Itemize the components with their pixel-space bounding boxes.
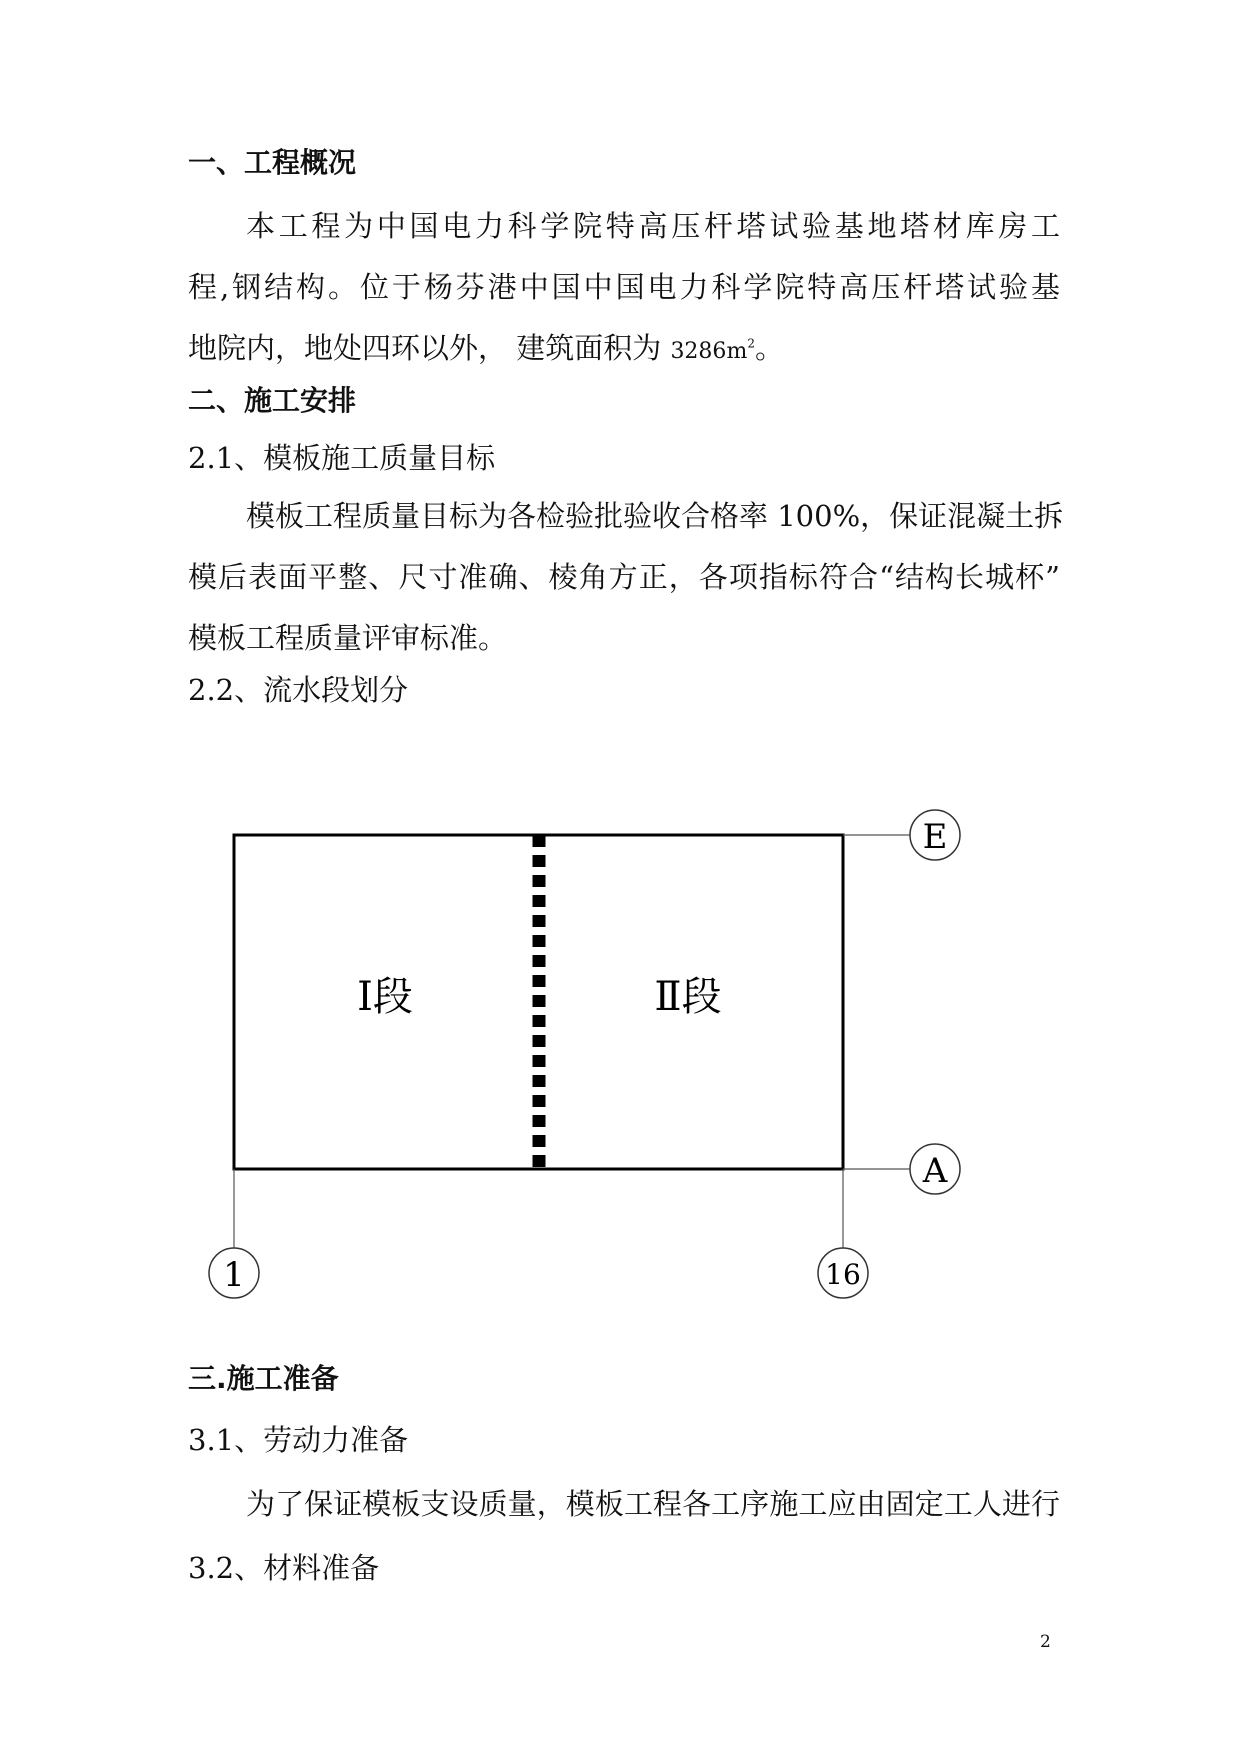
paragraph-line: 模板工程质量评审标准。: [188, 621, 508, 655]
segment-2-label: Ⅱ段: [654, 974, 722, 1020]
section-2-heading: 二、施工安排: [188, 384, 357, 417]
section-2-1-title: 2.1、模板施工质量目标: [188, 441, 496, 475]
paragraph-line: 为了保证模板支设质量，模板工程各工序施工应由固定工人进行: [246, 1487, 1060, 1521]
section-3-2-title: 3.2、材料准备: [188, 1551, 380, 1585]
area-line-prefix: 地院内，地处四环以外， 建筑面积为: [188, 331, 671, 365]
axis-1-label: 1: [223, 1255, 245, 1295]
section-2-2-title: 2.2、流水段划分: [188, 673, 409, 707]
axis-16-label: 16: [825, 1258, 861, 1291]
section-3-heading: 三.施工准备: [188, 1362, 339, 1395]
area-value: 3286: [670, 339, 727, 364]
segment-1-label: Ⅰ段: [357, 974, 413, 1020]
paragraph-line: 本工程为中国电力科学院特高压杆塔试验基地塔材库房工: [246, 209, 1060, 243]
paragraph-line: 模后表面平整、尺寸准确、棱角方正，各项指标符合“结构长城杯”: [188, 560, 1060, 594]
axis-a-label: A: [922, 1151, 948, 1191]
area-superscript: 2: [747, 336, 755, 351]
area-unit: m: [726, 339, 748, 364]
paragraph-line: 程,钢结构。位于杨芬港中国中国电力科学院特高压杆塔试验基: [188, 270, 1060, 304]
page-number: 2: [1040, 1632, 1051, 1652]
section-1-heading: 一、工程概况: [188, 146, 357, 179]
section-3-1-paragraph: [188, 1474, 1060, 1535]
axis-e-label: E: [922, 817, 948, 857]
paragraph-line: 模板工程质量目标为各检验批验收合格率 100%，保证混凝土拆: [246, 499, 1064, 533]
area-line-suffix: 。: [754, 331, 784, 365]
section-3-1-title: 3.1、劳动力准备: [188, 1423, 409, 1457]
